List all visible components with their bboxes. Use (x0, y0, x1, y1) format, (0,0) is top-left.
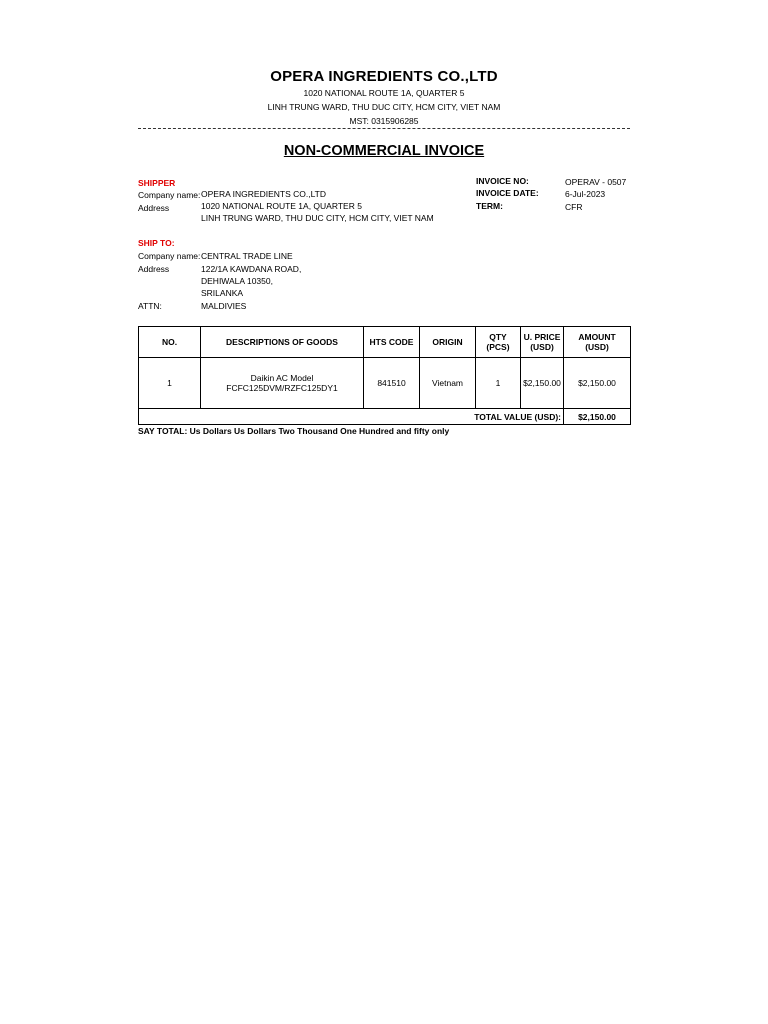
company-address-line2: LINH TRUNG WARD, THU DUC CITY, HCM CITY, VIET NAM (267, 102, 501, 112)
col-header-unit-price (521, 327, 564, 358)
shipper-address-line2: LINH TRUNG WARD, THU DUC CITY, HCM CITY, VIET NAM (201, 213, 434, 223)
shipper-address-line1: 1020 NATIONAL ROUTE 1A, QUARTER 5 (201, 201, 362, 211)
company-name: OPERA INGREDIENTS CO.,LTD (270, 68, 498, 85)
invoice-no-label: INVOICE NO: (476, 176, 529, 186)
ship-to-address-line2: DEHIWALA 10350, (201, 276, 273, 286)
row-description-line1: Daikin AC Model (250, 373, 314, 383)
row-hts-code: 841510 (364, 358, 420, 409)
col-header-unit-price-line1: U. PRICE (523, 332, 561, 342)
invoice-date-label: INVOICE DATE: (476, 188, 539, 198)
ship-to-address-label: Address (138, 264, 170, 274)
shipper-address-label: Address (138, 203, 170, 213)
document-title: NON-COMMERCIAL INVOICE (283, 143, 485, 159)
ship-to-heading: SHIP TO: (138, 238, 175, 248)
ship-to-address-line3: SRILANKA (201, 288, 244, 298)
ship-to-company: CENTRAL TRADE LINE (201, 251, 293, 261)
col-header-qty: QTY (PCS) (476, 327, 521, 358)
table-header-row (139, 327, 631, 358)
shipper-heading: SHIPPER (138, 178, 176, 188)
col-header-hts-code: HTS CODE (364, 327, 420, 358)
col-header-no: NO. (139, 327, 201, 358)
term-value: CFR (565, 202, 583, 212)
col-header-amount: AMOUNT (USD) (564, 327, 631, 358)
say-total: SAY TOTAL: Us Dollars Us Dollars Two Thousand One Hundred and fifty only (138, 426, 450, 436)
col-header-description: DESCRIPTIONS OF GOODS (201, 327, 364, 358)
row-origin: Vietnam (420, 358, 476, 409)
total-row (139, 409, 631, 425)
header-divider (138, 128, 630, 129)
term-label: TERM: (476, 201, 503, 211)
shipper-company: OPERA INGREDIENTS CO.,LTD (201, 189, 327, 199)
goods-table (138, 326, 631, 425)
row-no: 1 (139, 358, 201, 409)
invoice-date: 6-Jul-2023 (565, 189, 606, 199)
invoice-no: OPERAV - 0507 (565, 177, 627, 187)
ship-to-address-line1: 122/1A KAWDANA ROAD, (201, 264, 302, 274)
row-qty: 1 (476, 358, 521, 409)
company-tax-code: MST: 0315906285 (349, 116, 419, 126)
col-header-unit-price-line2: (USD) (530, 342, 554, 352)
total-value: $2,150.00 (564, 409, 631, 425)
row-amount: $2,150.00 (564, 358, 631, 409)
shipper-company-label: Company name: (138, 190, 201, 200)
row-description (201, 358, 364, 409)
table-row (139, 358, 631, 409)
company-address-line1: 1020 NATIONAL ROUTE 1A, QUARTER 5 (303, 88, 465, 98)
row-description-line2: FCFC125DVM/RZFC125DY1 (226, 383, 338, 393)
row-unit-price: $2,150.00 (521, 358, 564, 409)
attn-label: ATTN: (138, 301, 162, 311)
ship-to-company-label: Company name: (138, 251, 201, 261)
col-header-origin: ORIGIN (420, 327, 476, 358)
total-value-label: TOTAL VALUE (USD): (139, 409, 564, 425)
attn-value: MALDIVIES (201, 301, 247, 311)
